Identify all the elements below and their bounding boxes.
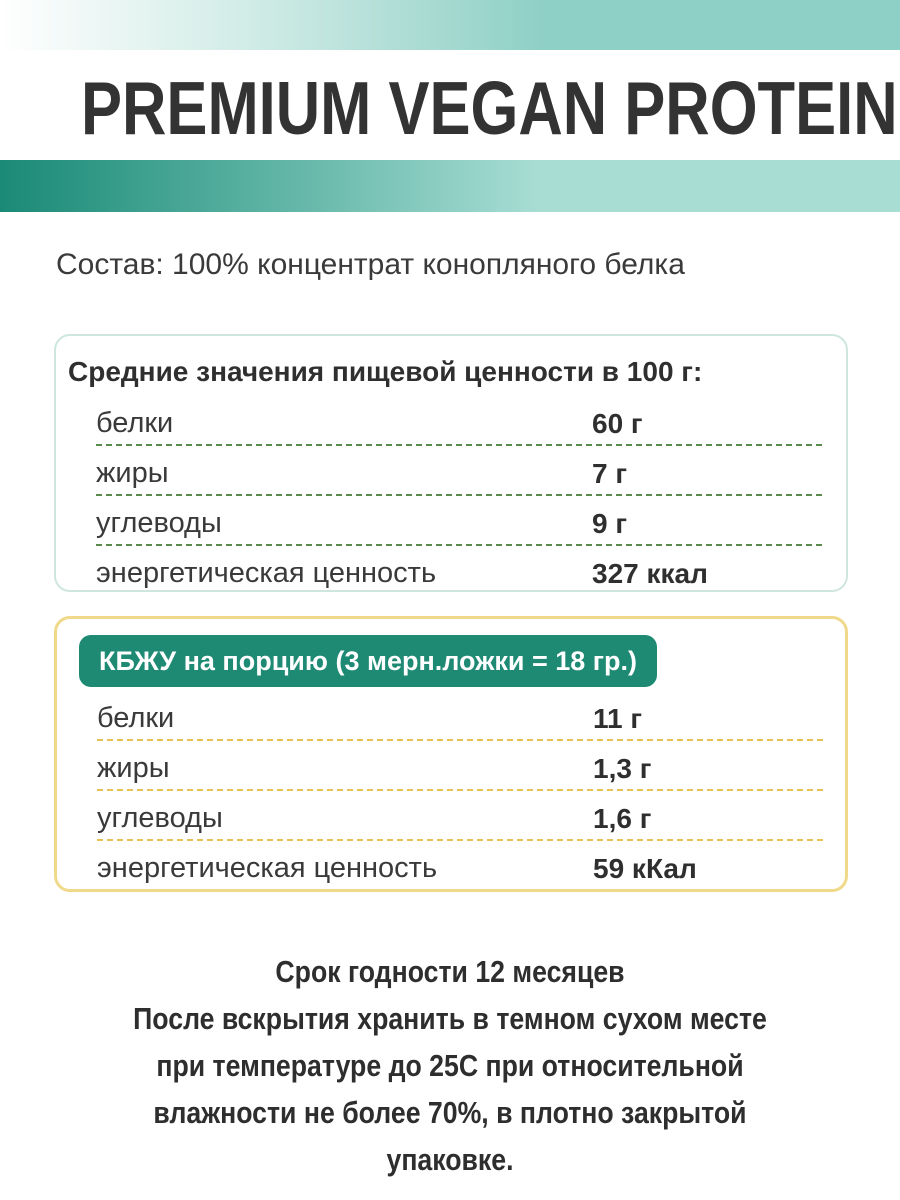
page-title: PREMIUM VEGAN PROTEIN xyxy=(81,66,898,150)
nutrient-label: энергетическая ценность xyxy=(96,557,437,589)
serving-row-carbs xyxy=(97,791,823,841)
nutrition-per-100g-panel xyxy=(54,334,848,592)
nutrient-label: жиры xyxy=(97,752,170,784)
nutrient-label: белки xyxy=(97,702,175,734)
storage-line: влажности не более 70%, в плотно закрытой xyxy=(153,1095,747,1130)
nutrient-value: 7 г xyxy=(592,458,628,489)
nutrient-label: жиры xyxy=(96,457,169,489)
nutrient-value: 60 г xyxy=(592,408,643,439)
serving-row-fat xyxy=(97,741,823,791)
serving-heading-pill: КБЖУ на порцию (3 мерн.ложки = 18 гр.) xyxy=(79,635,657,687)
serving-row-energy xyxy=(97,839,823,889)
nutrient-label: углеводы xyxy=(97,802,223,834)
nutrient-value: 1,3 г xyxy=(593,753,652,784)
nutrition-row-fat xyxy=(96,446,822,496)
nutrient-value: 9 г xyxy=(592,508,628,539)
nutrient-value: 59 кКал xyxy=(593,853,697,884)
storage-line: Срок годности 12 месяцев xyxy=(275,954,625,989)
nutrition-row-protein xyxy=(96,396,822,446)
serving-row-protein xyxy=(97,691,823,741)
nutrition-per-serving-panel xyxy=(54,616,848,892)
nutrition-per-100g-heading: Средние значения пищевой ценности в 100 г: xyxy=(68,356,703,387)
nutrient-value: 1,6 г xyxy=(593,803,652,834)
nutrient-value: 327 ккал xyxy=(592,558,708,589)
nutrient-value: 11 г xyxy=(593,703,643,734)
nutrient-label: углеводы xyxy=(96,507,222,539)
header-top-band xyxy=(0,0,900,50)
nutrition-row-energy xyxy=(96,544,822,594)
storage-line: при температуре до 25С при относительной xyxy=(156,1048,744,1083)
storage-instructions xyxy=(0,948,900,1183)
header-bottom-band xyxy=(0,160,900,212)
nutrient-label: энергетическая ценность xyxy=(97,852,438,884)
storage-line: упаковке. xyxy=(386,1142,514,1177)
nutrition-row-carbs xyxy=(96,496,822,546)
composition-text: Состав: 100% концентрат конопляного белка xyxy=(56,248,685,281)
nutrient-label: белки xyxy=(96,407,174,439)
storage-line: После вскрытия хранить в темном сухом месте xyxy=(133,1001,767,1036)
